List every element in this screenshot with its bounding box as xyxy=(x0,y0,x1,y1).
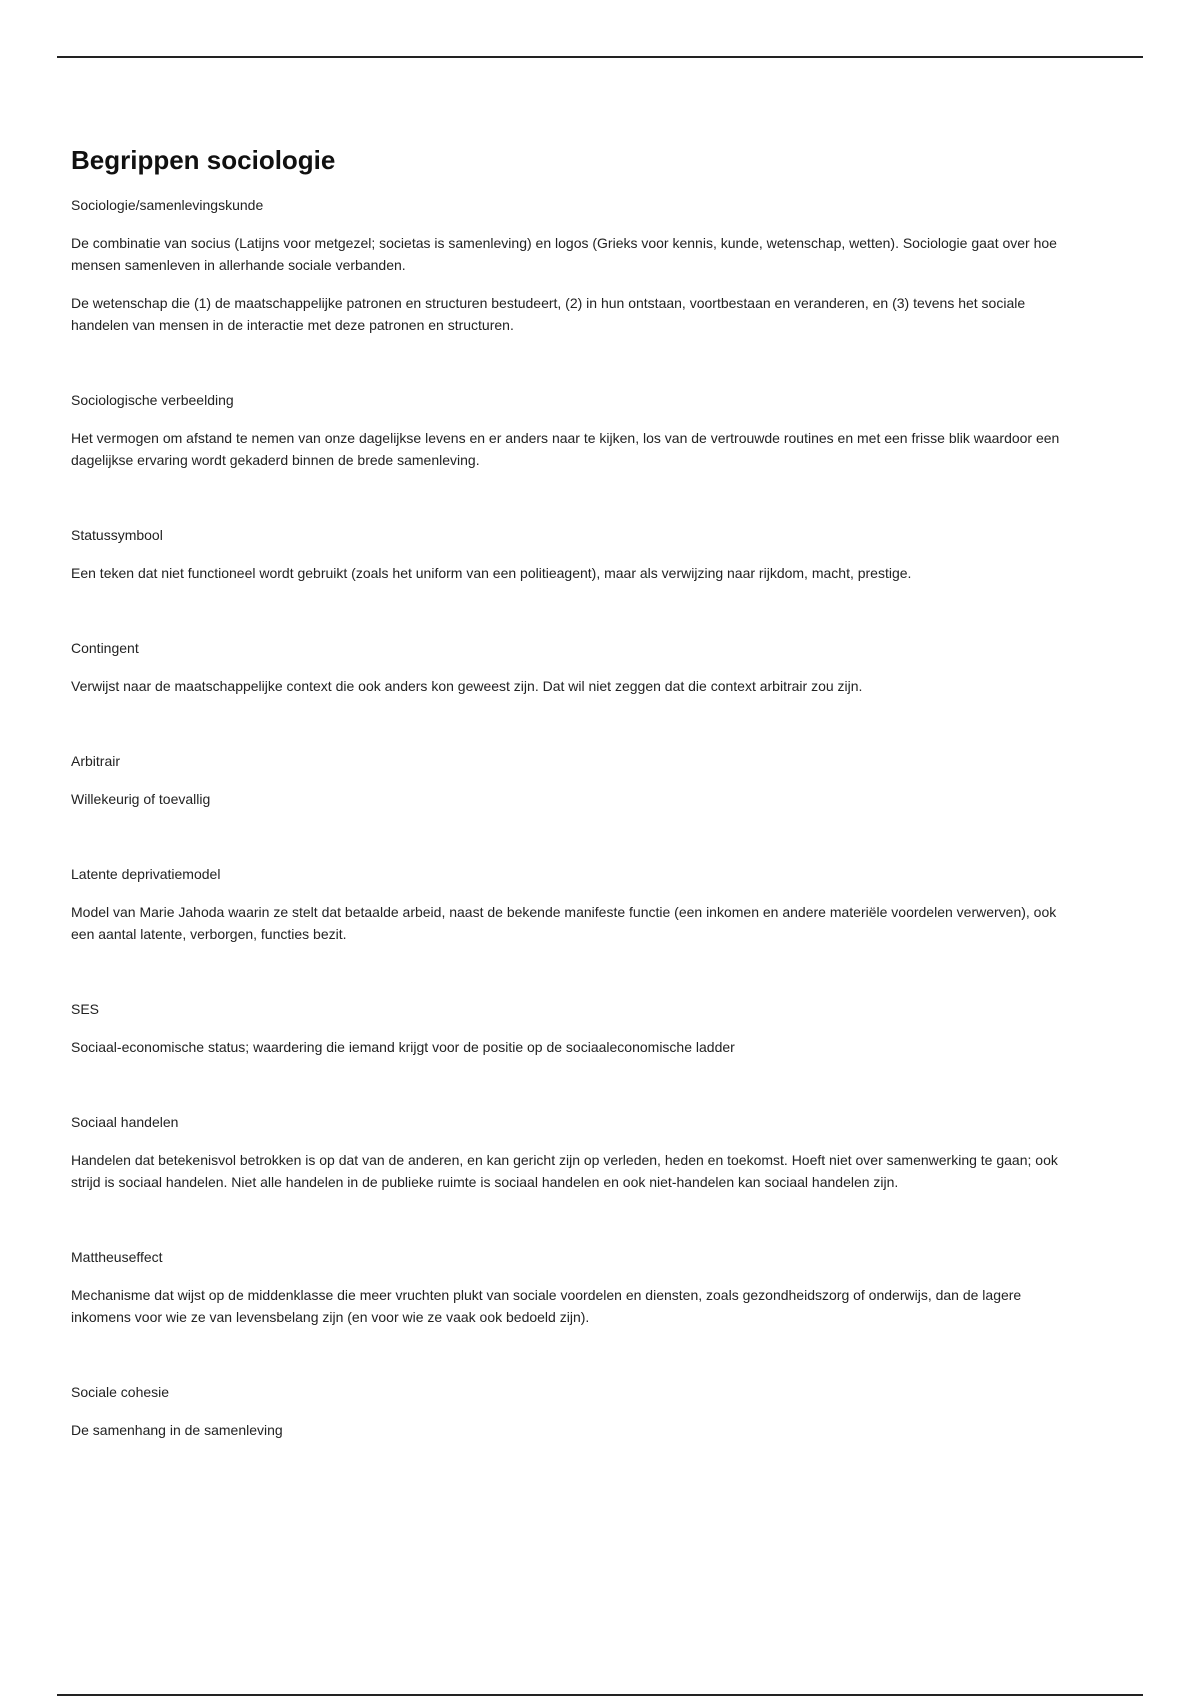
glossary-definition: De samenhang in de samenleving xyxy=(71,1422,283,1438)
document-title: Begrippen sociologie xyxy=(71,145,336,175)
glossary-term: Statussymbool xyxy=(71,527,163,543)
glossary-term: Mattheuseffect xyxy=(71,1249,163,1265)
glossary-entry xyxy=(71,196,1061,336)
glossary-definition: Mechanisme dat wijst op de middenklasse die meer vruchten plukt van sociale voordelen en diensten, zoals gezondheidszorg of onderwijs, dan de lagere inkomens voor wie ze van levensbelang zijn (en voor wie ze vaak ook bedoeld zijn). xyxy=(71,1287,1022,1325)
glossary-term: Sociaal handelen xyxy=(71,1114,179,1130)
glossary-entry xyxy=(71,1000,1061,1058)
glossary-definition: Een teken dat niet functioneel wordt gebruikt (zoals het uniform van een politieagent), maar als verwijzing naar rijkdom, macht, prestige. xyxy=(71,565,912,581)
glossary-entry xyxy=(71,752,1061,810)
glossary-term: Sociologische verbeelding xyxy=(71,392,234,408)
glossary-entry xyxy=(71,1113,1061,1193)
top-rule xyxy=(57,56,1143,58)
glossary-term: Arbitrair xyxy=(71,753,121,769)
glossary-term: Latente deprivatiemodel xyxy=(71,866,221,882)
glossary-definition: Sociaal-economische status; waardering die iemand krijgt voor de positie op de sociaaleconomische ladder xyxy=(71,1039,735,1055)
glossary-term: Sociale cohesie xyxy=(71,1384,170,1400)
glossary-term: SES xyxy=(71,1001,100,1017)
glossary-term: Sociologie/samenlevingskunde xyxy=(71,197,264,213)
glossary-definition: Verwijst naar de maatschappelijke context die ook anders kon geweest zijn. Dat wil niet zeggen dat die context arbitrair zou zijn. xyxy=(71,678,863,694)
glossary-entry xyxy=(71,1248,1061,1328)
glossary-entry xyxy=(71,526,1061,584)
glossary-entry xyxy=(71,391,1061,471)
glossary-definition: De wetenschap die (1) de maatschappelijke patronen en structuren bestudeert, (2) in hun ontstaan, voortbestaan en veranderen, en (3) tevens het sociale handelen van mensen in de interactie met deze patronen en structuren. xyxy=(71,295,1026,333)
glossary-definition: Handelen dat betekenisvol betrokken is op dat van de anderen, en kan gericht zijn op verleden, heden en toekomst. Hoeft niet over samenwerking te gaan; ook strijd is sociaal handelen. Niet alle handelen in de publieke ruimte is sociaal handelen en ook niet-handelen kan sociaal handelen zijn. xyxy=(71,1152,1058,1190)
glossary-definition: De combinatie van socius (Latijns voor metgezel; societas is samenleving) en logos (Grieks voor kennis, kunde, wetenschap, wetten). Sociologie gaat over hoe mensen samenleven in allerhande sociale verbanden. xyxy=(71,235,1057,273)
glossary-definition: Het vermogen om afstand te nemen van onze dagelijkse levens en er anders naar te kijken, los van de vertrouwde routines en met een frisse blik waardoor een dagelijkse ervaring wordt gekaderd binnen de brede samenleving. xyxy=(71,430,1060,468)
glossary-entry xyxy=(71,1383,1061,1441)
bottom-rule xyxy=(57,1694,1143,1696)
glossary-entry xyxy=(71,639,1061,697)
glossary-entry xyxy=(71,865,1061,945)
glossary-definition: Model van Marie Jahoda waarin ze stelt dat betaalde arbeid, naast de bekende manifeste functie (een inkomen en andere materiële voordelen verwerven), ook een aantal latente, verborgen, functies bezit. xyxy=(71,904,1057,942)
glossary-definition: Willekeurig of toevallig xyxy=(71,791,211,807)
glossary-list xyxy=(71,196,1061,1441)
document-body xyxy=(71,142,1061,1496)
glossary-term: Contingent xyxy=(71,640,139,656)
